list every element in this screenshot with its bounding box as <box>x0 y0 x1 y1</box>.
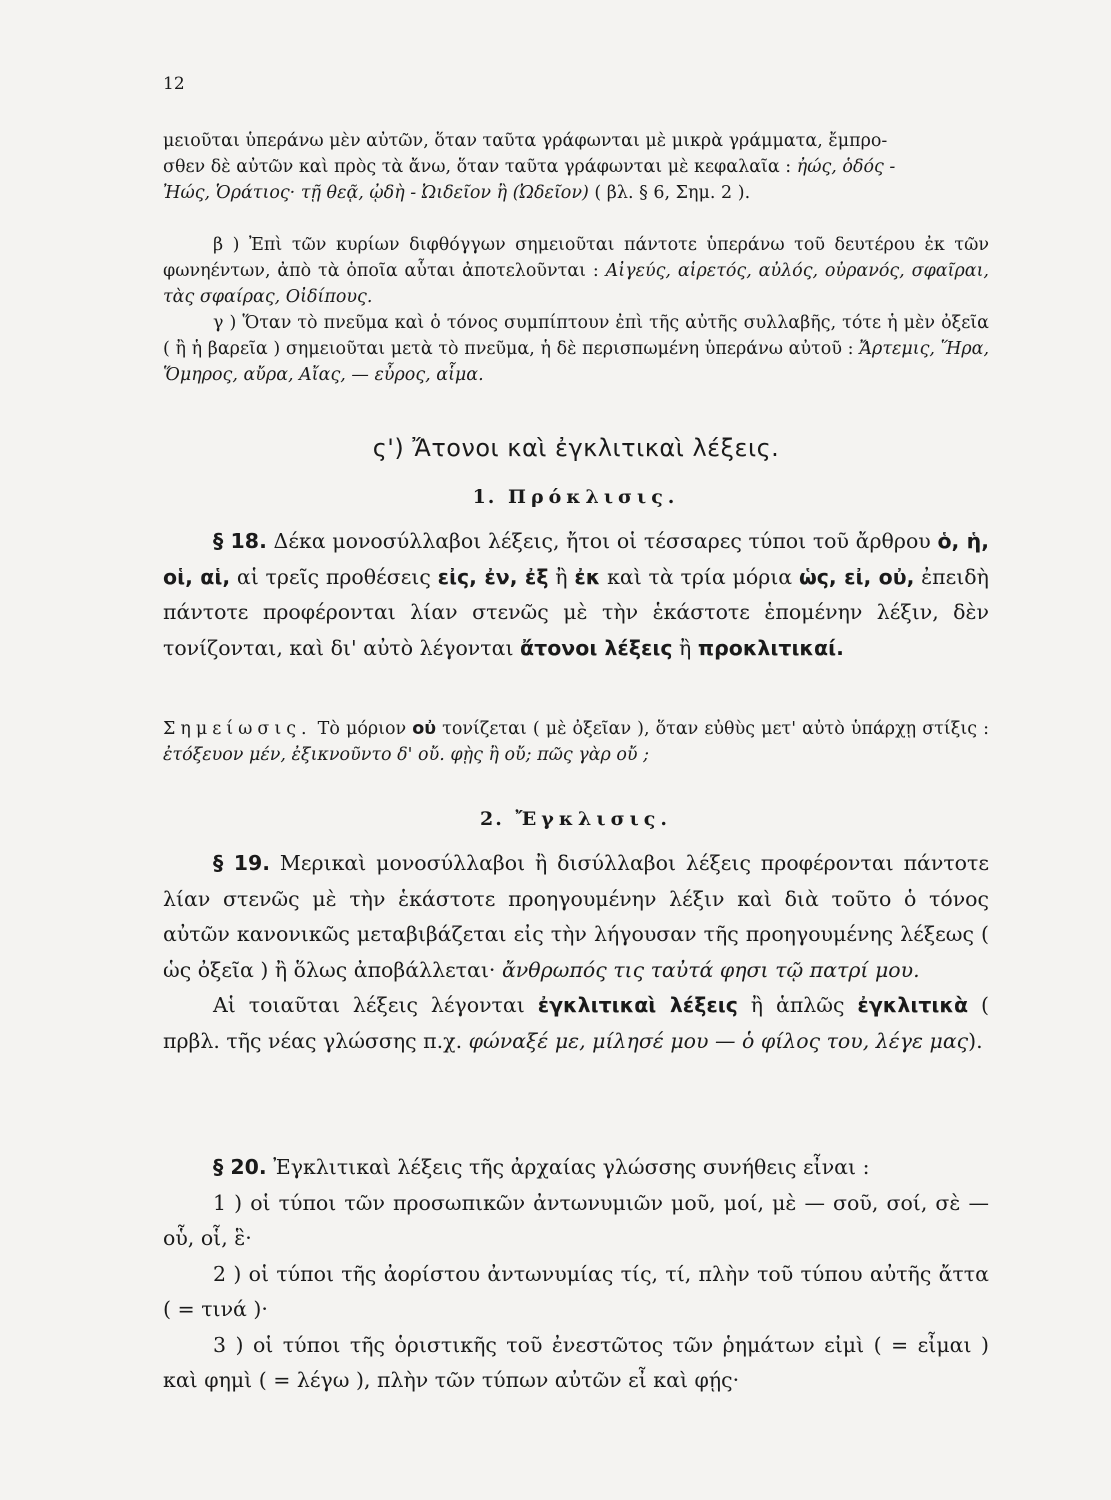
item-b <box>163 232 989 310</box>
intro-examples-2: Ἠώς, Ὁράτιος· τῇ θεᾷ, ᾠδὴ - Ὠιδεῖον ἢ (Ὠδεῖον) <box>163 183 589 203</box>
item-c <box>163 310 989 388</box>
intro-line-2: σθεν δὲ αὐτῶν καὶ πρὸς τὰ ἄνω, ὅταν ταῦτα γράφωνται μὲ κεφαλαῖα : ἠώς, ὁδός - <box>163 157 896 177</box>
paragraph-20-number: § 20. <box>213 1155 267 1179</box>
subheading-enklisis <box>163 808 989 830</box>
intro-line-3 <box>163 180 989 206</box>
subheading-1-title: Πρόκλισις. <box>508 486 680 508</box>
paragraph-20-item-3: 3 ) οἱ τύποι τῆς ὁριστικῆς τοῦ ἐνεστῶτος τῶν ῥημάτων εἰμὶ ( = εἶμαι ) καὶ φημὶ ( = λέγω ), πλὴν τῶν τύπων αὐτῶν εἶ καὶ φῄς· <box>163 1332 989 1392</box>
paragraph-19: § 19. Μερικαὶ μονοσύλλαβοι ἢ δισύλλαβοι λέξεις προφέρονται πάντοτε λίαν στενῶς μὲ τὴν ἑκάστοτε προηγουμένην λέξιν καὶ διὰ τοῦτο ὁ τόνος αὐτῶν κανονικῶς μεταβιβάζεται εἰς τὴν λήγουσαν τῆς προηγουμένης λέξεως ( ὡς ὀξεῖα ) ἢ ὅλως ἀποβάλλεται· ἄνθρωπός τις ταὐτά φησι τῷ πατρί μου. Αἱ τοιαῦται λέξεις λέγονται ἐγκλιτικαὶ λέξεις ἢ ἁπλῶς ἐγκλιτικὰ ( πρβλ. τῆς νέας γλώσσης π.χ. φώναξέ με, μίλησέ μου — ὁ φίλος του, λέγε μας). <box>163 851 989 1053</box>
intro-reference: ( βλ. § 6, Σημ. 2 ). <box>594 183 751 203</box>
note-label: Σημείωσις. <box>163 719 312 739</box>
paragraph-20: § 20. Ἐγκλιτικαὶ λέξεις τῆς ἀρχαίας γλώσσης συνήθεις εἶναι : 1 ) οἱ τύποι τῶν προσωπικῶν ἀντωνυμιῶν μοῦ, μοί, μὲ — σοῦ, σοί, σὲ — οὗ, οἷ, ἓ· 2 ) οἱ τύποι τῆς ἀορίστου ἀντωνυμίας τίς, τί, πλὴν τοῦ τύπου αὐτῆς ἄττα ( = τινά )· 3 ) οἱ τύποι τῆς ὁριστικῆς τοῦ ἐνεστῶτος τῶν ῥημάτων εἰμὶ ( = εἶμαι ) καὶ φημὶ ( = λέγω ), πλὴν τῶν τύπων αὐτῶν εἶ καὶ φῄς· <box>163 1150 989 1399</box>
subheading-proklisis <box>163 486 989 508</box>
paragraph-20-item-2: 2 ) οἱ τύποι τῆς ἀορίστου ἀντωνυμίας τίς, τί, πλὴν τοῦ τύπου αὐτῆς ἄττα ( = τινά )· <box>163 1261 989 1321</box>
subheading-2-title: Ἔγκλισις. <box>515 808 672 830</box>
intro-paragraph <box>163 128 989 206</box>
item-b-examples: Αἰγεύς, αἱρετός, αὐλός, οὐρανός, σφαῖραι, τὰς σφαίρας, Οἰδίπους. <box>163 261 989 307</box>
page-number: 12 <box>163 74 185 94</box>
subheading-2-number: 2. <box>480 808 504 830</box>
paragraph-18: § 18. Δέκα μονοσύλλαβοι λέξεις, ἤτοι οἱ τέσσαρες τύποι τοῦ ἄρθρου ὁ, ἡ, οἱ, αἱ, αἱ τρεῖς προθέσεις εἰς, ἐν, ἐξ ἢ ἐκ καὶ τὰ τρία μόρια ὡς, εἰ, οὐ, ἐπειδὴ πάντοτε προφέρονται λίαν στενῶς μὲ τὴν ἑκάστοτε ἑπομένην λέξιν, δὲν τονίζονται, καὶ δι' αὐτὸ λέγονται ἄτονοι λέξεις ἢ προκλιτικαί. <box>163 529 989 660</box>
paragraph-18-number: § 18. <box>213 529 267 553</box>
intro-examples-1: ἠώς, ὁδός - <box>796 157 896 177</box>
paragraph-20-item-1: 1 ) οἱ τύποι τῶν προσωπικῶν ἀντωνυμιῶν μοῦ, μοί, μὲ — σοῦ, σοί, σὲ — οὗ, οἷ, ἓ· <box>163 1190 989 1250</box>
note: Σημείωσις. Τὸ μόριον οὐ τονίζεται ( μὲ ὀξεῖαν ), ὅταν εὐθὺς μετ' αὐτὸ ὑπάρχῃ στίξις : ἐτόξευον μέν, ἐξικνοῦντο δ' οὔ. φῂς ἢ οὔ; πῶς γὰρ οὔ ; <box>163 719 989 765</box>
note-examples: ἐτόξευον μέν, ἐξικνοῦντο δ' οὔ. φῂς ἢ οὔ; πῶς γὰρ οὔ ; <box>163 745 650 765</box>
subheading-1-number: 1. <box>472 486 497 508</box>
section-heading: ς') Ἄτονοι καὶ ἐγκλιτικαὶ λέξεις. <box>372 434 780 462</box>
item-c-text: γ ) Ὅταν τὸ πνεῦμα καὶ ὁ τόνος συμπίπτουν ἐπὶ τῆς αὐτῆς συλλαβῆς, τότε ἡ μὲν ὀξεῖα ( ἢ ἡ βαρεῖα ) σημειοῦται μετὰ τὸ πνεῦμα, ἡ δὲ περισπωμένη ὑπεράνω αὐτοῦ : <box>163 313 989 359</box>
item-c-examples: Ἄρτεμις, Ἥρα, Ὅμηρος, αὔρα, Αἴας, — εὖρος, αἷμα. <box>163 339 990 385</box>
item-b-text: β ) Ἐπὶ τῶν κυρίων διφθόγγων σημειοῦται πάντοτε ὑπεράνω τοῦ δευτέρου ἐκ τῶν φωνηέντων, ἀπὸ τὰ ὁποῖα αὗται ἀποτελοῦνται : <box>163 235 989 281</box>
intro-line-1: μειοῦται ὑπεράνω μὲν αὐτῶν, ὅταν ταῦτα γράφωνται μὲ μικρὰ γράμματα, ἔμπρο- <box>163 131 888 151</box>
paragraph-19-number: § 19. <box>213 851 271 875</box>
